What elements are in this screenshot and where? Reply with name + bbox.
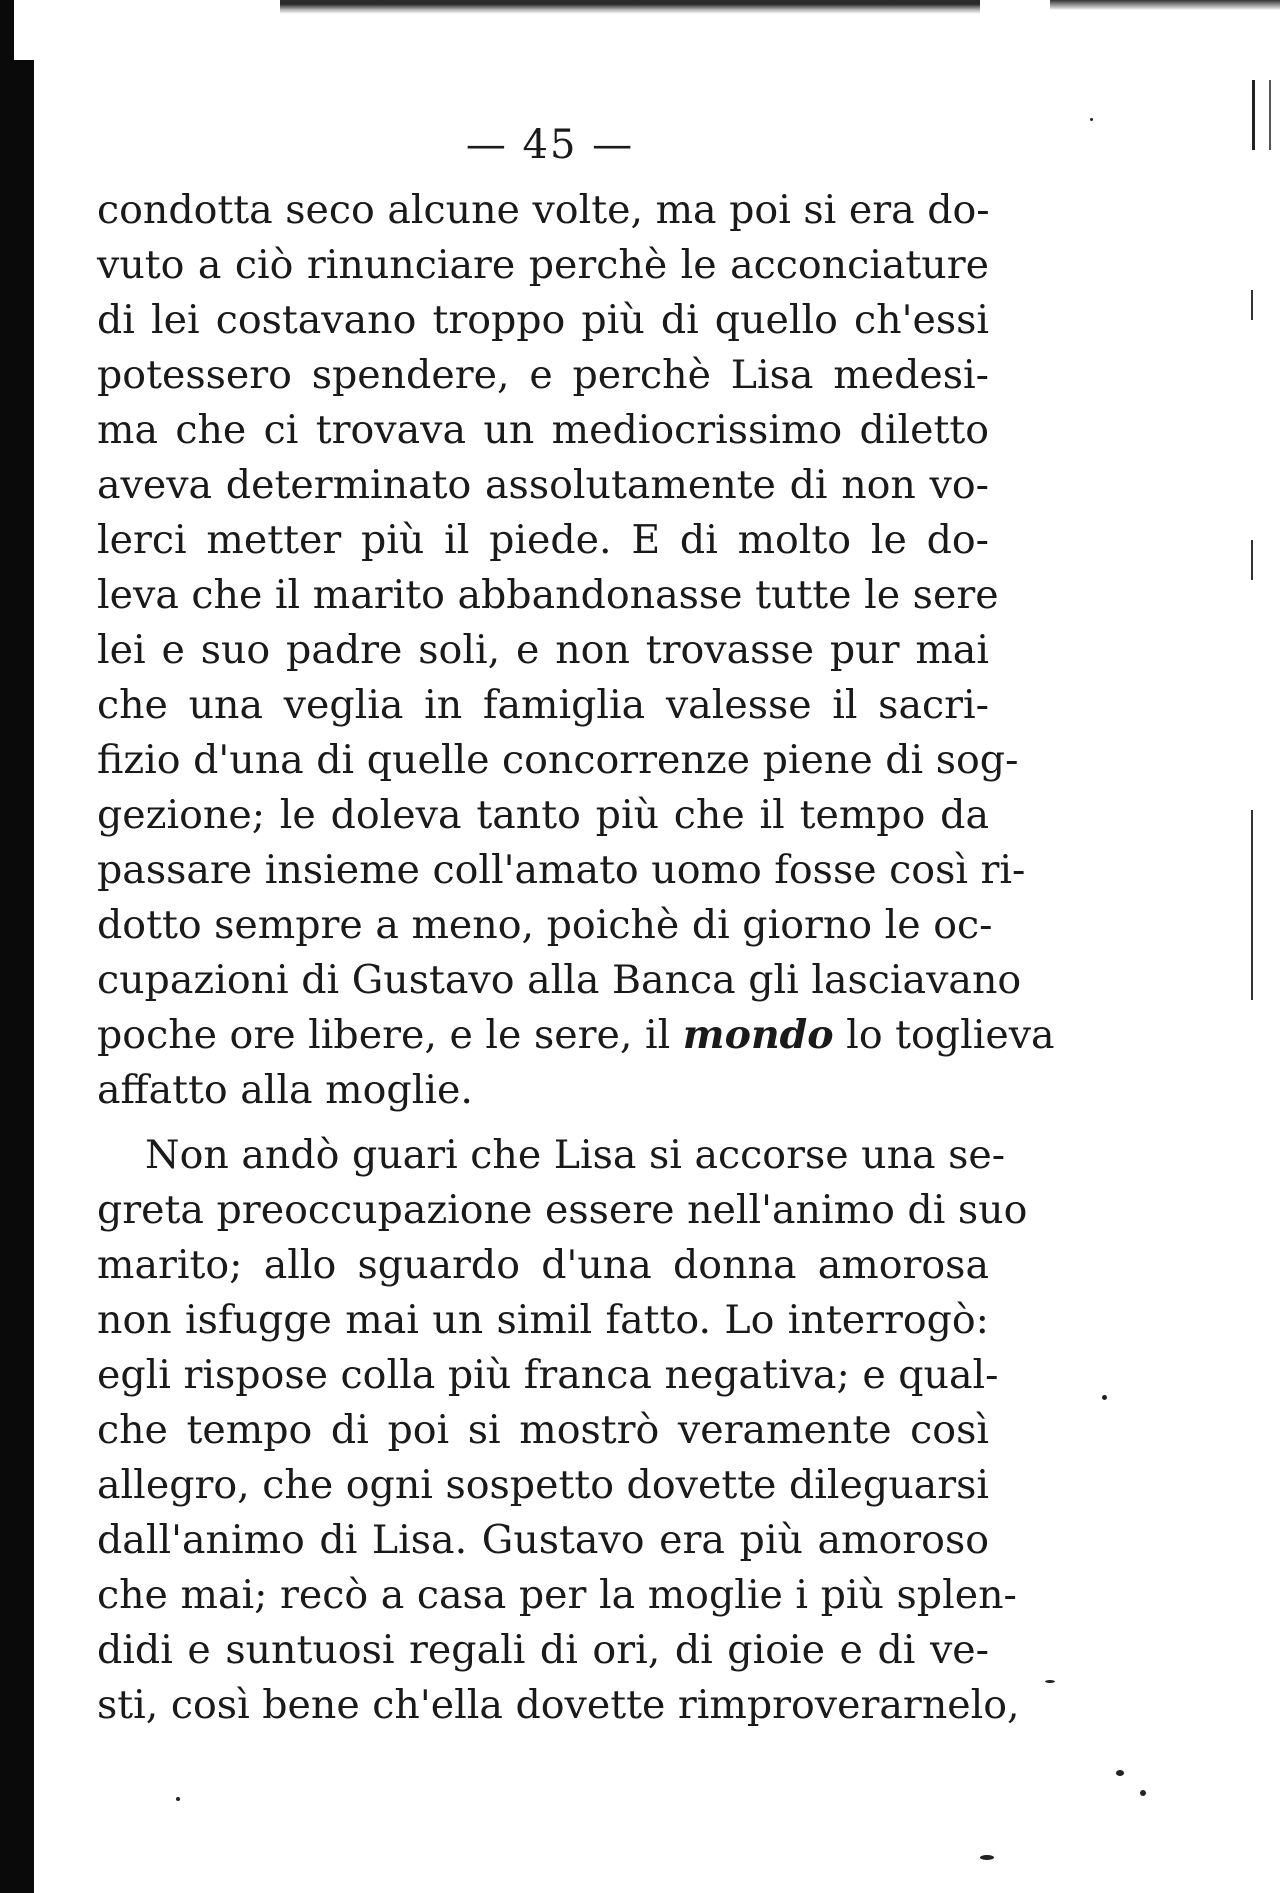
text-line: greta preoccupazione essere nell'animo di suo	[97, 1187, 1028, 1233]
text-line: di lei costavano troppo più di quello ch'essi	[97, 297, 989, 343]
text-line: passare insieme coll'amato uomo fosse così ri-	[97, 847, 1026, 893]
text-line: sti, così bene ch'ella dovette rimproverarnelo,	[97, 1682, 1020, 1728]
text-line: potessero spendere, e perchè Lisa medesi-	[97, 352, 989, 398]
speck	[1090, 118, 1093, 121]
text-line: ma che ci trovava un mediocrissimo diletto	[97, 407, 989, 453]
page-number: — 45 —	[465, 122, 635, 168]
text-line: che mai; recò a casa per la moglie i più splen-	[97, 1572, 1017, 1618]
text-fragment: poche ore libere, e le sere, il	[97, 1012, 683, 1058]
text-line: leva che il marito abbandonasse tutte le sere	[97, 572, 999, 618]
text-line: Non andò guari che Lisa si accorse una se-	[145, 1132, 1006, 1178]
speck	[1045, 1680, 1055, 1683]
top-scan-smudge	[280, 0, 980, 14]
speck	[1116, 1770, 1124, 1776]
body-text	[97, 183, 1055, 1733]
italic-word: mondo	[682, 1012, 834, 1058]
speck	[176, 1797, 180, 1801]
paragraph-gap	[97, 1118, 989, 1128]
text-line: didi e suntuosi regali di ori, di gioie e di ve-	[97, 1627, 989, 1673]
text-line: affatto alla moglie.	[97, 1067, 473, 1113]
text-line: gezione; le doleva tanto più che il tempo da	[97, 792, 989, 838]
right-edge-rule	[1251, 290, 1253, 320]
text-line: aveva determinato assolutamente di non vo-	[97, 462, 989, 508]
text-line: cupazioni di Gustavo alla Banca gli lasciavano	[97, 957, 1022, 1003]
text-line: fizio d'una di quelle concorrenze piene di sog-	[97, 737, 1019, 783]
text-line: che una veglia in famiglia valesse il sacri-	[97, 682, 989, 728]
text-line: lerci metter più il piede. E di molto le do-	[97, 517, 989, 563]
text-line: marito; allo sguardo d'una donna amorosa	[97, 1242, 989, 1288]
text-line: egli rispose colla più franca negativa; e qual-	[97, 1352, 999, 1398]
text-line: allegro, che ogni sospetto dovette dileguarsi	[97, 1462, 989, 1508]
text-line: che tempo di poi si mostrò veramente così	[97, 1407, 989, 1453]
speck	[1140, 1790, 1146, 1796]
speck	[980, 1855, 994, 1860]
top-scan-smudge-right	[1050, 0, 1280, 10]
text-line: dotto sempre a meno, poichè di giorno le oc-	[97, 902, 993, 948]
right-edge-rule	[1251, 810, 1253, 1000]
right-edge-mark	[1252, 80, 1271, 150]
right-edge-rule	[1251, 540, 1253, 580]
binding-edge-top	[0, 0, 14, 60]
text-fragment: lo toglieva	[833, 1012, 1055, 1058]
text-line: non isfugge mai un simil fatto. Lo interrogò:	[97, 1297, 989, 1343]
text-line: condotta seco alcune volte, ma poi si era do-	[97, 187, 990, 233]
text-line: dall'animo di Lisa. Gustavo era più amoroso	[97, 1517, 989, 1563]
text-line	[97, 1008, 1055, 1063]
text-line: vuto a ciò rinunciare perchè le acconciature	[97, 242, 989, 288]
text-line: lei e suo padre soli, e non trovasse pur mai	[97, 627, 989, 673]
speck	[1102, 1395, 1107, 1400]
binding-edge	[0, 60, 34, 1893]
